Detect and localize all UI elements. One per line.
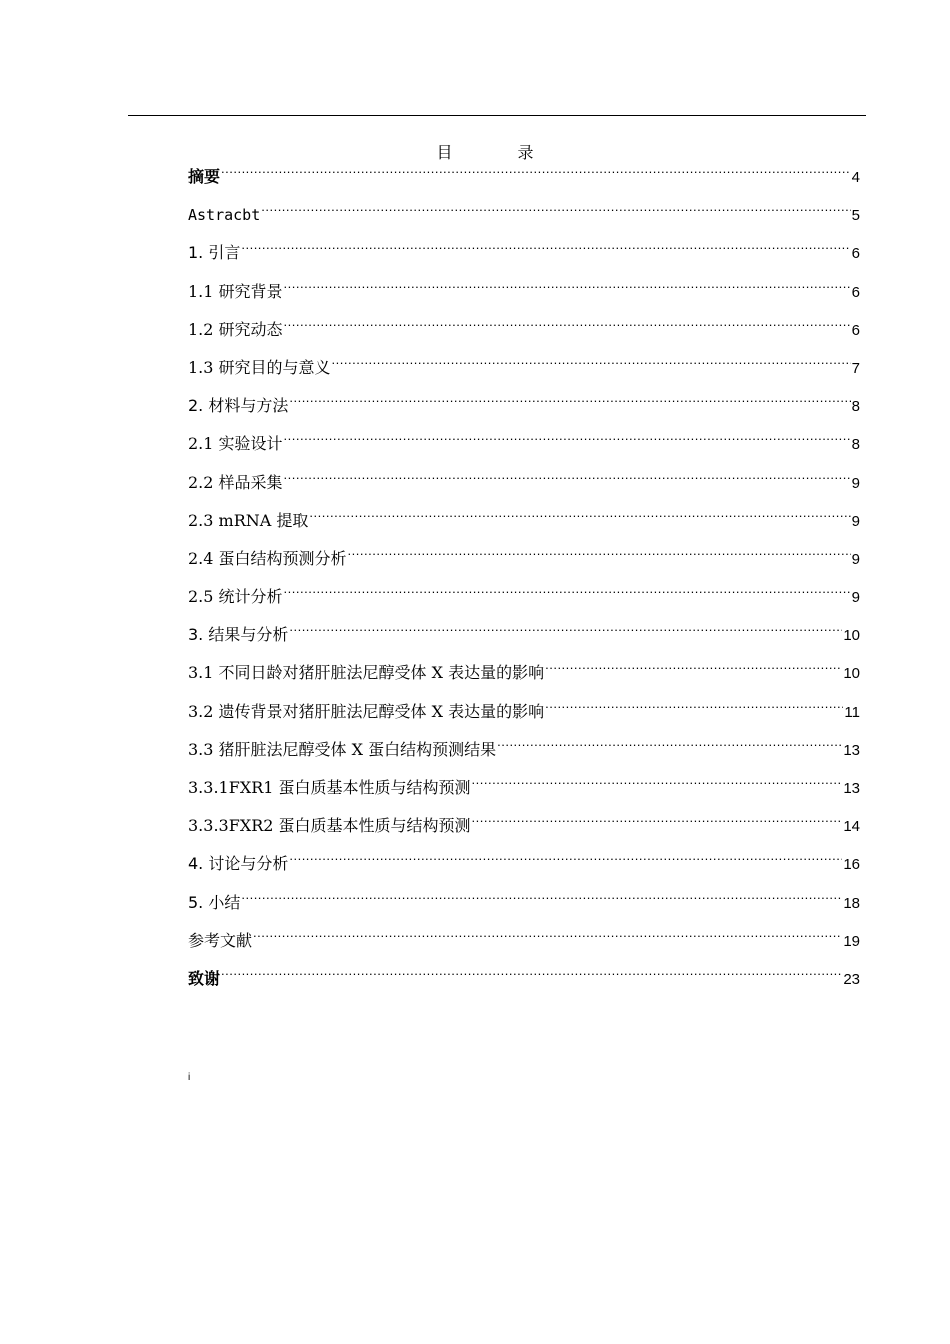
toc-entry[interactable] [188, 697, 860, 735]
toc-dot-leader [241, 894, 842, 910]
toc-entry-label: 1.1 研究背景 [188, 281, 283, 301]
toc-entry-label: 1.3 研究目的与意义 [188, 357, 331, 377]
toc-entry-label: 1. 引言 [188, 243, 241, 263]
toc-entry-label: 2. 材料与方法 [188, 396, 289, 416]
toc-dot-leader [545, 664, 842, 680]
toc-entry[interactable] [188, 926, 860, 964]
toc-dot-leader [284, 283, 851, 299]
toc-entry[interactable] [188, 468, 860, 506]
toc-dot-leader [221, 168, 851, 184]
toc-entry-label: 参考文献 [188, 930, 253, 950]
toc-entry[interactable] [188, 582, 860, 620]
toc-dot-leader [241, 244, 850, 260]
toc-dot-leader [472, 817, 843, 833]
toc-entry-label: 3.1 不同日龄对猪肝脏法尼醇受体 X 表达量的影响 [188, 663, 545, 683]
toc-entry-label: Astracbt [188, 206, 261, 225]
toc-entry[interactable] [188, 429, 860, 467]
toc-entry-label: 2.5 统计分析 [188, 587, 283, 607]
table-of-contents [188, 162, 860, 1002]
toc-entry-label: 2.1 实验设计 [188, 434, 283, 454]
toc-entry-label: 5. 小结 [188, 892, 241, 912]
toc-dot-leader [221, 970, 842, 986]
toc-entry-page-number: 18 [843, 894, 860, 912]
toc-dot-leader [289, 855, 842, 871]
toc-entry[interactable] [188, 888, 860, 926]
toc-dot-leader [348, 550, 851, 566]
toc-entry[interactable] [188, 735, 860, 773]
toc-entry[interactable] [188, 773, 860, 811]
toc-entry[interactable] [188, 811, 860, 849]
toc-dot-leader [545, 703, 843, 719]
toc-entry[interactable] [188, 353, 860, 391]
toc-entry-page-number: 6 [851, 283, 860, 301]
toc-entry[interactable] [188, 544, 860, 582]
toc-entry[interactable] [188, 658, 860, 696]
toc-entry-label: 3.3.1FXR1 蛋白质基本性质与结构预测 [188, 778, 471, 797]
toc-entry-label: 3.2 遗传背景对猪肝脏法尼醇受体 X 表达量的影响 [188, 701, 545, 721]
toc-entry-page-number: 5 [851, 207, 860, 225]
toc-entry-page-number: 19 [843, 932, 860, 950]
toc-dot-leader [253, 932, 842, 948]
toc-entry-page-number: 16 [843, 856, 860, 874]
toc-entry-label: 4. 讨论与分析 [188, 854, 289, 874]
toc-entry[interactable] [188, 391, 860, 429]
toc-entry-page-number: 10 [843, 627, 860, 645]
toc-dot-leader [284, 435, 851, 451]
toc-dot-leader [497, 741, 842, 757]
toc-entry-page-number: 9 [851, 474, 860, 492]
toc-entry-page-number: 13 [843, 780, 860, 797]
toc-dot-leader [309, 512, 850, 528]
toc-entry-page-number: 9 [851, 589, 860, 607]
toc-dot-leader [284, 588, 851, 604]
toc-dot-leader [332, 359, 851, 375]
toc-entry[interactable] [188, 162, 860, 200]
toc-entry-label: 3.3.3FXR2 蛋白质基本性质与结构预测 [188, 816, 471, 836]
toc-entry[interactable] [188, 277, 860, 315]
toc-entry[interactable] [188, 506, 860, 544]
toc-entry-label: 3.3 猪肝脏法尼醇受体 X 蛋白结构预测结果 [188, 739, 497, 759]
toc-entry-page-number: 10 [843, 665, 860, 683]
toc-entry-label: 2.3 mRNA 提取 [188, 510, 309, 530]
footer-page-number: i [188, 1072, 191, 1083]
toc-entry[interactable] [188, 238, 860, 276]
toc-dot-leader [289, 626, 842, 642]
toc-entry-page-number: 8 [851, 436, 860, 454]
toc-dot-leader [289, 397, 850, 413]
toc-entry-label: 1.2 研究动态 [188, 319, 283, 339]
toc-entry-page-number: 14 [843, 818, 860, 836]
toc-entry-page-number: 23 [843, 970, 860, 988]
toc-dot-leader [261, 206, 850, 222]
toc-entry-label: 摘要 [188, 167, 221, 186]
toc-entry-page-number: 9 [851, 512, 860, 530]
toc-entry[interactable] [188, 620, 860, 658]
toc-entry-page-number: 6 [851, 245, 860, 263]
toc-entry[interactable] [188, 964, 860, 1002]
toc-entry-page-number: 4 [851, 169, 860, 186]
toc-entry[interactable] [188, 315, 860, 353]
toc-dot-leader [472, 779, 843, 795]
toc-entry-label: 2.4 蛋白结构预测分析 [188, 548, 347, 568]
toc-entry-page-number: 7 [851, 359, 860, 377]
toc-entry[interactable] [188, 200, 860, 238]
toc-entry-page-number: 11 [844, 703, 860, 721]
toc-entry-page-number: 9 [851, 550, 860, 568]
toc-entry-label: 2.2 样品采集 [188, 472, 283, 492]
toc-entry[interactable] [188, 849, 860, 887]
toc-entry-label: 3. 结果与分析 [188, 625, 289, 645]
toc-entry-page-number: 6 [851, 321, 860, 339]
toc-entry-label: 致谢 [188, 968, 221, 988]
toc-title: 目 录 [436, 143, 564, 162]
toc-dot-leader [284, 474, 851, 490]
header-rule [128, 115, 866, 116]
toc-entry-page-number: 13 [843, 741, 860, 759]
toc-dot-leader [284, 321, 851, 337]
toc-entry-page-number: 8 [851, 398, 860, 416]
